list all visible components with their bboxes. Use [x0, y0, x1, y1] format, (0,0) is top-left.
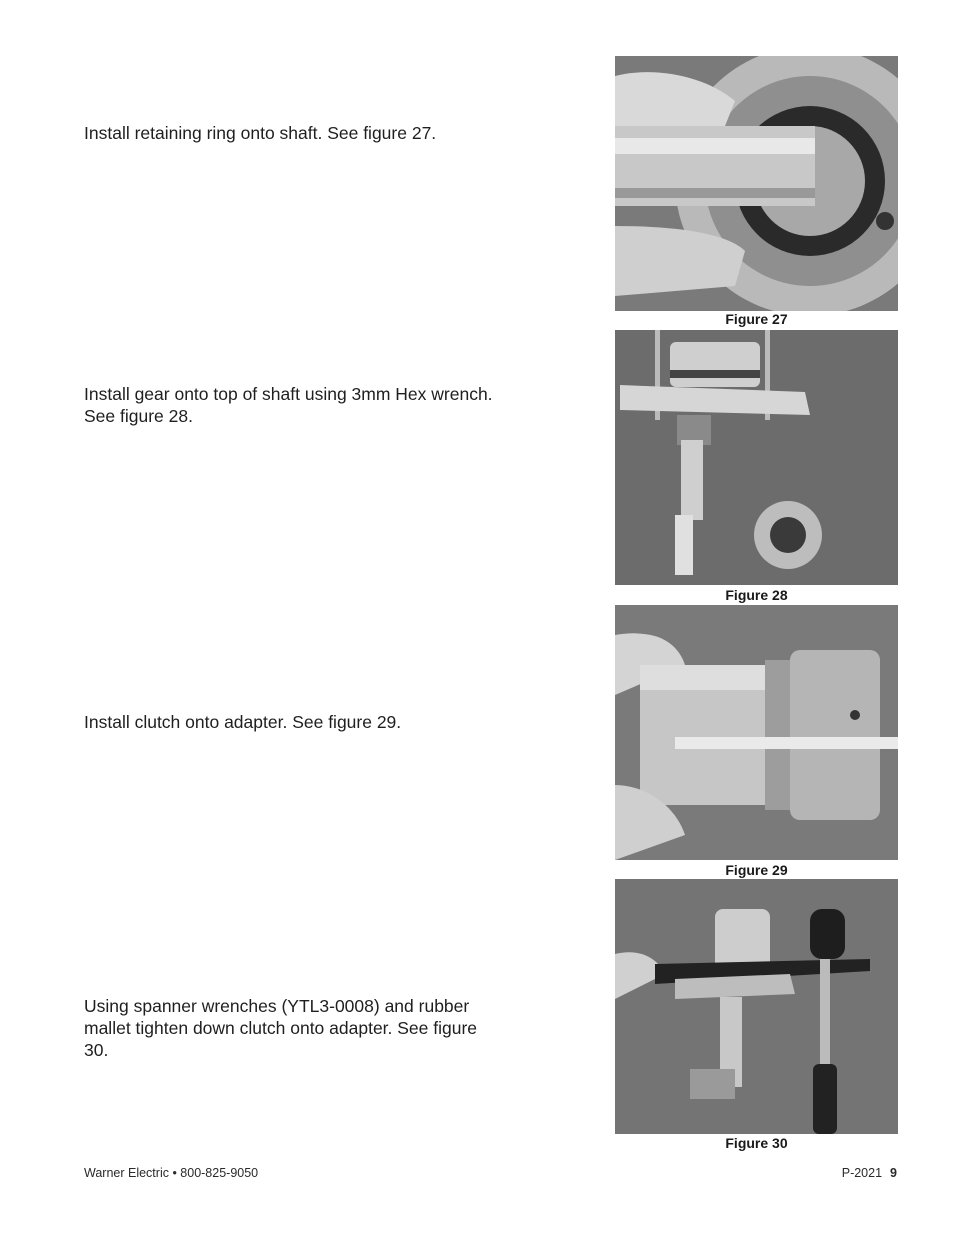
- figure-27-caption: Figure 27: [725, 311, 788, 327]
- figure-27-photo: [615, 56, 898, 311]
- step-27-text: Install retaining ring onto shaft. See figure 27.: [84, 123, 437, 143]
- figure-30-photo: [615, 879, 898, 1134]
- step-29-text: Install clutch onto adapter. See figure 29.: [84, 712, 402, 732]
- figure-28-photo: [615, 330, 898, 585]
- figure-29-photo: [615, 605, 898, 860]
- footer-page-info: [842, 1166, 897, 1180]
- footer-company-phone: Warner Electric • 800-825-9050: [84, 1166, 259, 1180]
- figure-30-caption: Figure 30: [725, 1135, 788, 1151]
- page-number: 9: [890, 1166, 897, 1180]
- step-28-text: Install gear onto top of shaft using 3mm Hex wrench. See figure 28.: [84, 384, 493, 426]
- step-30-text: Using spanner wrenches (YTL3-0008) and rubber mallet tighten down clutch onto adapter. See figure 30.: [84, 996, 478, 1060]
- figure-28-caption: Figure 28: [725, 587, 788, 603]
- document-code: P-2021: [841, 1166, 883, 1180]
- figure-29-caption: Figure 29: [725, 862, 788, 878]
